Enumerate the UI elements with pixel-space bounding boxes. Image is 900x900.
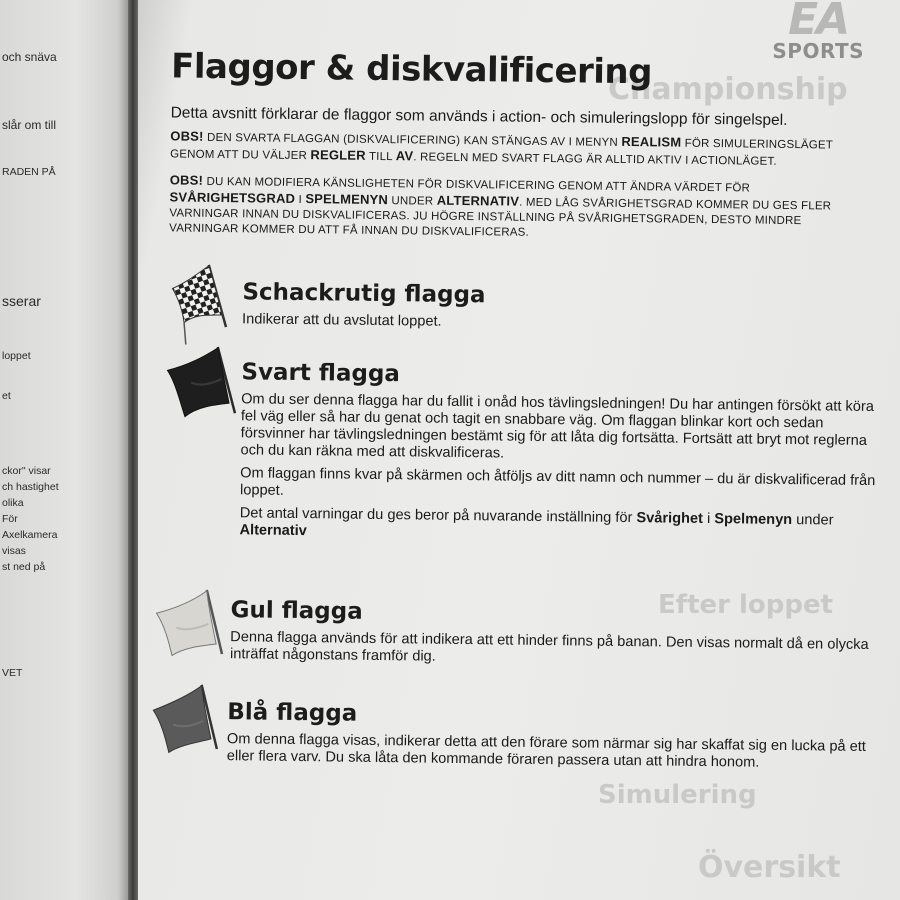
yellow-flag-heading: Gul flagga [230,597,363,625]
sports-wordmark: SPORTS [772,39,864,63]
left-page-fragment: ch hastighet [2,481,59,493]
note-text: I [295,193,306,207]
blue-flag-icon [147,680,224,767]
options-term: Alternativ [239,522,307,540]
page-content [138,0,900,900]
realism-term: REALISM [621,133,682,150]
black-flag-heading: Svart flagga [241,359,401,388]
note-text: UNDER [387,195,437,208]
left-page-fragment: olika [2,497,24,509]
checkered-flag-icon [164,262,237,349]
note-text: . MED LÅG SVÅRIGHETSGRAD KOMMER DU GES FLER VARNINGAR INNAN DU DISKVALIFICERAS. JU HÖGRE INSTÄLLNING PÅ SVÅRIGHETSGRADEN, DESTO MINDRE VARNINGAR KOMMER DU ATT FÅ INNAN DU DISKVALIFICERAS. [169,196,832,239]
obs-label: OBS! [170,128,204,144]
left-page-fragment: sserar [2,293,41,309]
difficulty-term: Svårighet [636,510,704,527]
intro-lead: Detta avsnitt förklarar de flaggor som används i action- och simuleringslopp för singelspel. [170,104,788,129]
checkered-flag-heading: Schackrutig flagga [242,279,486,309]
ghost-heading: Efter loppet [658,590,834,620]
paragraph-text: under [792,512,834,529]
obs-label: OBS! [169,172,204,188]
black-flag-paragraph: Om du ser denna flagga har du fallit i onåd hos tävlingsledningen! Du har antingen försökt att köra fel väg eller så har du genat och tagit en snabbare väg. Om flaggan blinkar kort och sedan försvinner har tävlingsledningen bestämt sig för att låta dig fortsätta. Fortsätt att bryt mot reglerna och du kan räkna med att diskvalificeras. [240,391,874,462]
ghost-heading: Championship [608,72,848,107]
yellow-flag-icon [150,585,227,672]
note-text: DEN SVARTA FLAGGAN (DISKVALIFICERING) KAN STÄNGAS AV I MENYN [203,131,622,149]
note-disqualification-toggle [170,128,850,170]
checkered-flag-description: Indikerar att du avslutat loppet. [242,311,442,330]
ghost-heading: Översikt [698,850,841,885]
ea-logo: EA [788,0,849,45]
black-flag-paragraph: Om flaggan finns kvar på skärmen och åtföljs av ditt namn och nummer – du är diskvalificerad från loppet. [239,465,876,499]
yellow-flag-section [230,597,871,671]
difficulty-term: SVÅRIGHETSGRAD [169,189,296,206]
blue-flag-section [227,699,868,773]
left-page-fragment: VET [2,667,23,679]
note-text: TILL [365,150,396,164]
av-term: AV [395,148,414,164]
note-text: DU KAN MODIFIERA KÄNSLIGHETEN FÖR DISKVALIFICERING GENOM ATT ÄNDRA VÄRDET FÖR [203,175,751,195]
left-page-fragment: st ned på [2,561,46,573]
left-page-fragment: och snäva [2,50,57,64]
yellow-flag-description: Denna flagga används för att indikera att ett hinder finns på banan. Den visas normalt då en olycka inträffat någonstans framför dig. [229,629,869,665]
left-page-fragment: slår om till [2,118,57,132]
blue-flag-description: Om denna flagga visas, indikerar detta att den förare som närmar sig har skaffat sig en lucka på ett eller flera varv. Du ska låta den kommande föraren passera utan att hindra honom. [226,731,866,771]
game-menu-term: Spelmenyn [714,511,793,529]
page-title: Flaggor & diskvalificering [170,46,653,93]
left-page-fragment: et [2,390,11,402]
blue-flag-heading: Blå flagga [227,699,358,727]
left-page-fragment: RADEN PÅ [2,166,56,178]
black-flag-paragraph [239,505,879,547]
checkered-flag-section [242,279,883,336]
paragraph-text: i [702,510,715,528]
options-term: ALTERNATIV [436,192,520,209]
left-page-fragment: visas [2,545,26,557]
note-sensitivity [169,172,850,244]
manual-page [138,0,900,900]
ghost-heading: Simulering [598,780,757,810]
black-flag-icon [161,342,240,433]
intro-section [169,104,851,244]
left-page-fragment: För [2,513,18,525]
note-text: . REGELN MED SVART FLAGG ÄR ALLTID AKTIV I ACTIONLÄGET. [413,151,777,168]
left-page-fragment: ckor" visar [2,465,51,477]
left-page-fragment: loppet [2,350,31,362]
regler-term: REGLER [310,147,366,163]
black-flag-description [239,391,881,547]
game-menu-term: SPELMENYN [305,191,389,208]
note-text: FÖR SIMULERINGSLÄGET GENOM ATT DU VÄLJER [170,137,833,163]
left-page-fragment: Axelkamera [2,529,58,541]
left-page [0,0,128,900]
black-flag-section [239,359,881,553]
paragraph-text: Det antal varningar du ges beror på nuvarande inställning för [239,505,637,527]
